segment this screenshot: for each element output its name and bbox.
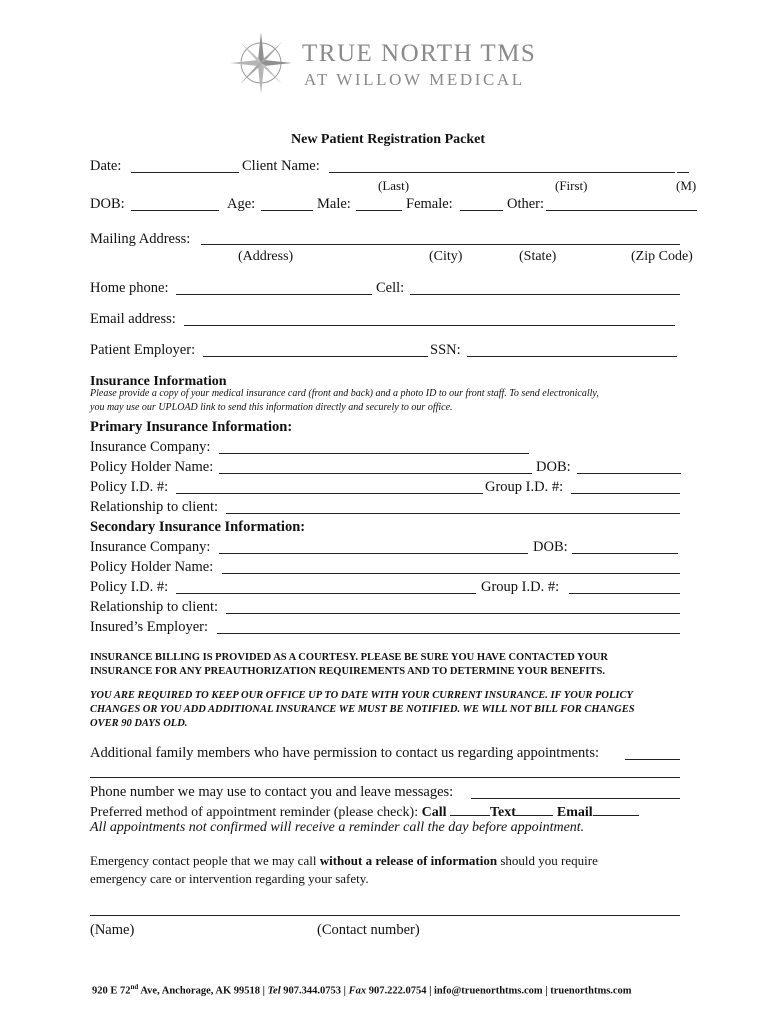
client-name-label: Client Name:: [242, 158, 320, 174]
city-caption: (City): [429, 249, 463, 264]
home-phone-label: Home phone:: [90, 280, 169, 296]
emergency-contact-field[interactable]: [90, 915, 680, 916]
family-members-field-2[interactable]: [90, 777, 680, 778]
emergency-intro-line1: [90, 853, 598, 869]
reminder-note: All appointments not confirmed will receive a reminder call the day before appointment.: [90, 820, 585, 835]
insurance-note-line1: Please provide a copy of your medical insurance card (front and back) and a photo ID to our front staff. To send electronically,: [90, 388, 599, 399]
secondary-group-field[interactable]: [569, 593, 680, 594]
date-field[interactable]: [131, 172, 239, 173]
primary-insurance-heading: Primary Insurance Information:: [90, 419, 293, 435]
page-title: New Patient Registration Packet: [291, 132, 486, 147]
secondary-group-label: Group I.D. #:: [481, 579, 560, 595]
update-notice-line3: OVER 90 DAYS OLD.: [90, 718, 188, 729]
female-field[interactable]: [460, 210, 503, 211]
billing-notice-line1: INSURANCE BILLING IS PROVIDED AS A COURTESY. PLEASE BE SURE YOU HAVE CONTACTED YOUR: [90, 652, 608, 663]
middle-caption: (M): [676, 178, 697, 193]
reminder-email-label: Email: [556, 805, 593, 820]
address-caption: (Address): [238, 249, 294, 264]
state-caption: (State): [519, 249, 557, 264]
secondary-company-label: Insurance Company:: [90, 539, 211, 555]
other-field[interactable]: [546, 210, 697, 211]
insured-employer-field[interactable]: [217, 633, 680, 634]
first-caption: (First): [555, 178, 588, 193]
dob-field[interactable]: [131, 210, 219, 211]
home-phone-field[interactable]: [176, 294, 372, 295]
last-caption: (Last): [378, 178, 410, 193]
footer-fax: 907.222.0754 | info@truenorthtms.com | truenorthtms.com: [366, 985, 632, 997]
primary-dob-label: DOB:: [536, 459, 571, 475]
mailing-address-field[interactable]: [201, 244, 680, 245]
primary-policy-label: Policy I.D. #:: [90, 479, 169, 495]
secondary-relationship-field[interactable]: [226, 613, 680, 614]
male-field[interactable]: [356, 210, 402, 211]
secondary-insurance-heading: Secondary Insurance Information:: [90, 519, 306, 535]
primary-relationship-field[interactable]: [226, 513, 680, 514]
ssn-field[interactable]: [467, 356, 677, 357]
secondary-company-field[interactable]: [219, 553, 528, 554]
update-notice-line1: YOU ARE REQUIRED TO KEEP OUR OFFICE UP TO DATE WITH YOUR CURRENT INSURANCE. IF YOUR POLICY: [90, 690, 633, 701]
primary-company-label: Insurance Company:: [90, 439, 211, 455]
employer-label: Patient Employer:: [90, 342, 196, 358]
footer-tel-label: Tel: [267, 985, 281, 997]
family-members-field-1[interactable]: [625, 759, 680, 760]
footer-address-pre: 920 E 72: [92, 985, 131, 997]
age-field[interactable]: [261, 210, 313, 211]
reminder-text-label: Text: [489, 805, 516, 820]
cell-field[interactable]: [410, 294, 680, 295]
primary-group-label: Group I.D. #:: [485, 479, 564, 495]
employer-field[interactable]: [203, 356, 428, 357]
reminder-call-checkbox[interactable]: [450, 803, 490, 816]
other-label: Other:: [507, 196, 545, 212]
email-label: Email address:: [90, 311, 176, 327]
secondary-holder-label: Policy Holder Name:: [90, 559, 214, 575]
ssn-label: SSN:: [430, 342, 461, 358]
emergency-contact-caption: (Contact number): [317, 922, 420, 938]
emergency-name-caption: (Name): [90, 922, 135, 938]
insurance-note-line2: you may use our UPLOAD link to send this information directly and securely to our office.: [90, 402, 453, 413]
secondary-dob-label: DOB:: [533, 539, 568, 555]
primary-policy-field[interactable]: [176, 493, 483, 494]
emergency-intro-bold: without a release of information: [319, 853, 498, 868]
emergency-intro-pre: Emergency contact people that we may call: [90, 853, 317, 868]
primary-relationship-label: Relationship to client:: [90, 499, 219, 515]
secondary-relationship-label: Relationship to client:: [90, 599, 219, 615]
client-name-middle-field[interactable]: [677, 172, 689, 173]
footer-address-sup: nd: [130, 983, 139, 991]
reminder-method-row: [90, 803, 639, 821]
footer-address-post: Ave, Anchorage, AK 99518 |: [138, 985, 265, 997]
emergency-intro-post: should you require: [500, 853, 598, 868]
cell-label: Cell:: [376, 280, 405, 296]
dob-label: DOB:: [90, 196, 125, 212]
insurance-heading: Insurance Information: [90, 374, 227, 389]
compass-star-icon: [228, 30, 294, 96]
age-label: Age:: [227, 196, 256, 212]
reminder-text-checkbox[interactable]: [515, 803, 553, 816]
footer-contact-info: [92, 983, 632, 997]
insured-employer-label: Insured’s Employer:: [90, 619, 208, 635]
date-label: Date:: [90, 158, 122, 174]
primary-company-field[interactable]: [219, 453, 529, 454]
secondary-policy-field[interactable]: [176, 593, 476, 594]
logo-subtitle: AT WILLOW MEDICAL: [304, 70, 525, 89]
reminder-email-checkbox[interactable]: [593, 803, 639, 816]
footer-fax-label: Fax: [348, 985, 367, 997]
message-phone-label: Phone number we may use to contact you and leave messages:: [90, 784, 454, 800]
primary-group-field[interactable]: [571, 493, 680, 494]
emergency-intro-line2: emergency care or intervention regarding your safety.: [90, 871, 369, 886]
update-notice-line2: CHANGES OR YOU ADD ADDITIONAL INSURANCE WE MUST BE NOTIFIED. WE WILL NOT BILL FOR CHANGES: [90, 704, 635, 715]
primary-dob-field[interactable]: [577, 473, 681, 474]
secondary-holder-field[interactable]: [222, 573, 680, 574]
family-members-label: Additional family members who have permission to contact us regarding appointments:: [90, 745, 600, 761]
female-label: Female:: [406, 196, 453, 212]
logo-title: TRUE NORTH TMS: [302, 40, 537, 67]
primary-holder-label: Policy Holder Name:: [90, 459, 214, 475]
secondary-policy-label: Policy I.D. #:: [90, 579, 169, 595]
email-field[interactable]: [184, 325, 675, 326]
billing-notice-line2: INSURANCE FOR ANY PREAUTHORIZATION REQUIREMENTS AND TO DETERMINE YOUR BENEFITS.: [90, 666, 605, 677]
client-name-field[interactable]: [329, 172, 675, 173]
footer-tel: 907.344.0753 |: [280, 985, 346, 997]
secondary-dob-field[interactable]: [572, 553, 678, 554]
mailing-address-label: Mailing Address:: [90, 231, 191, 247]
male-label: Male:: [317, 196, 351, 212]
message-phone-field[interactable]: [471, 798, 680, 799]
zip-caption: (Zip Code): [631, 249, 693, 264]
primary-holder-field[interactable]: [219, 473, 532, 474]
reminder-call-label: Call: [421, 805, 447, 820]
reminder-method-label: Preferred method of appointment reminder (please check):: [90, 805, 419, 820]
